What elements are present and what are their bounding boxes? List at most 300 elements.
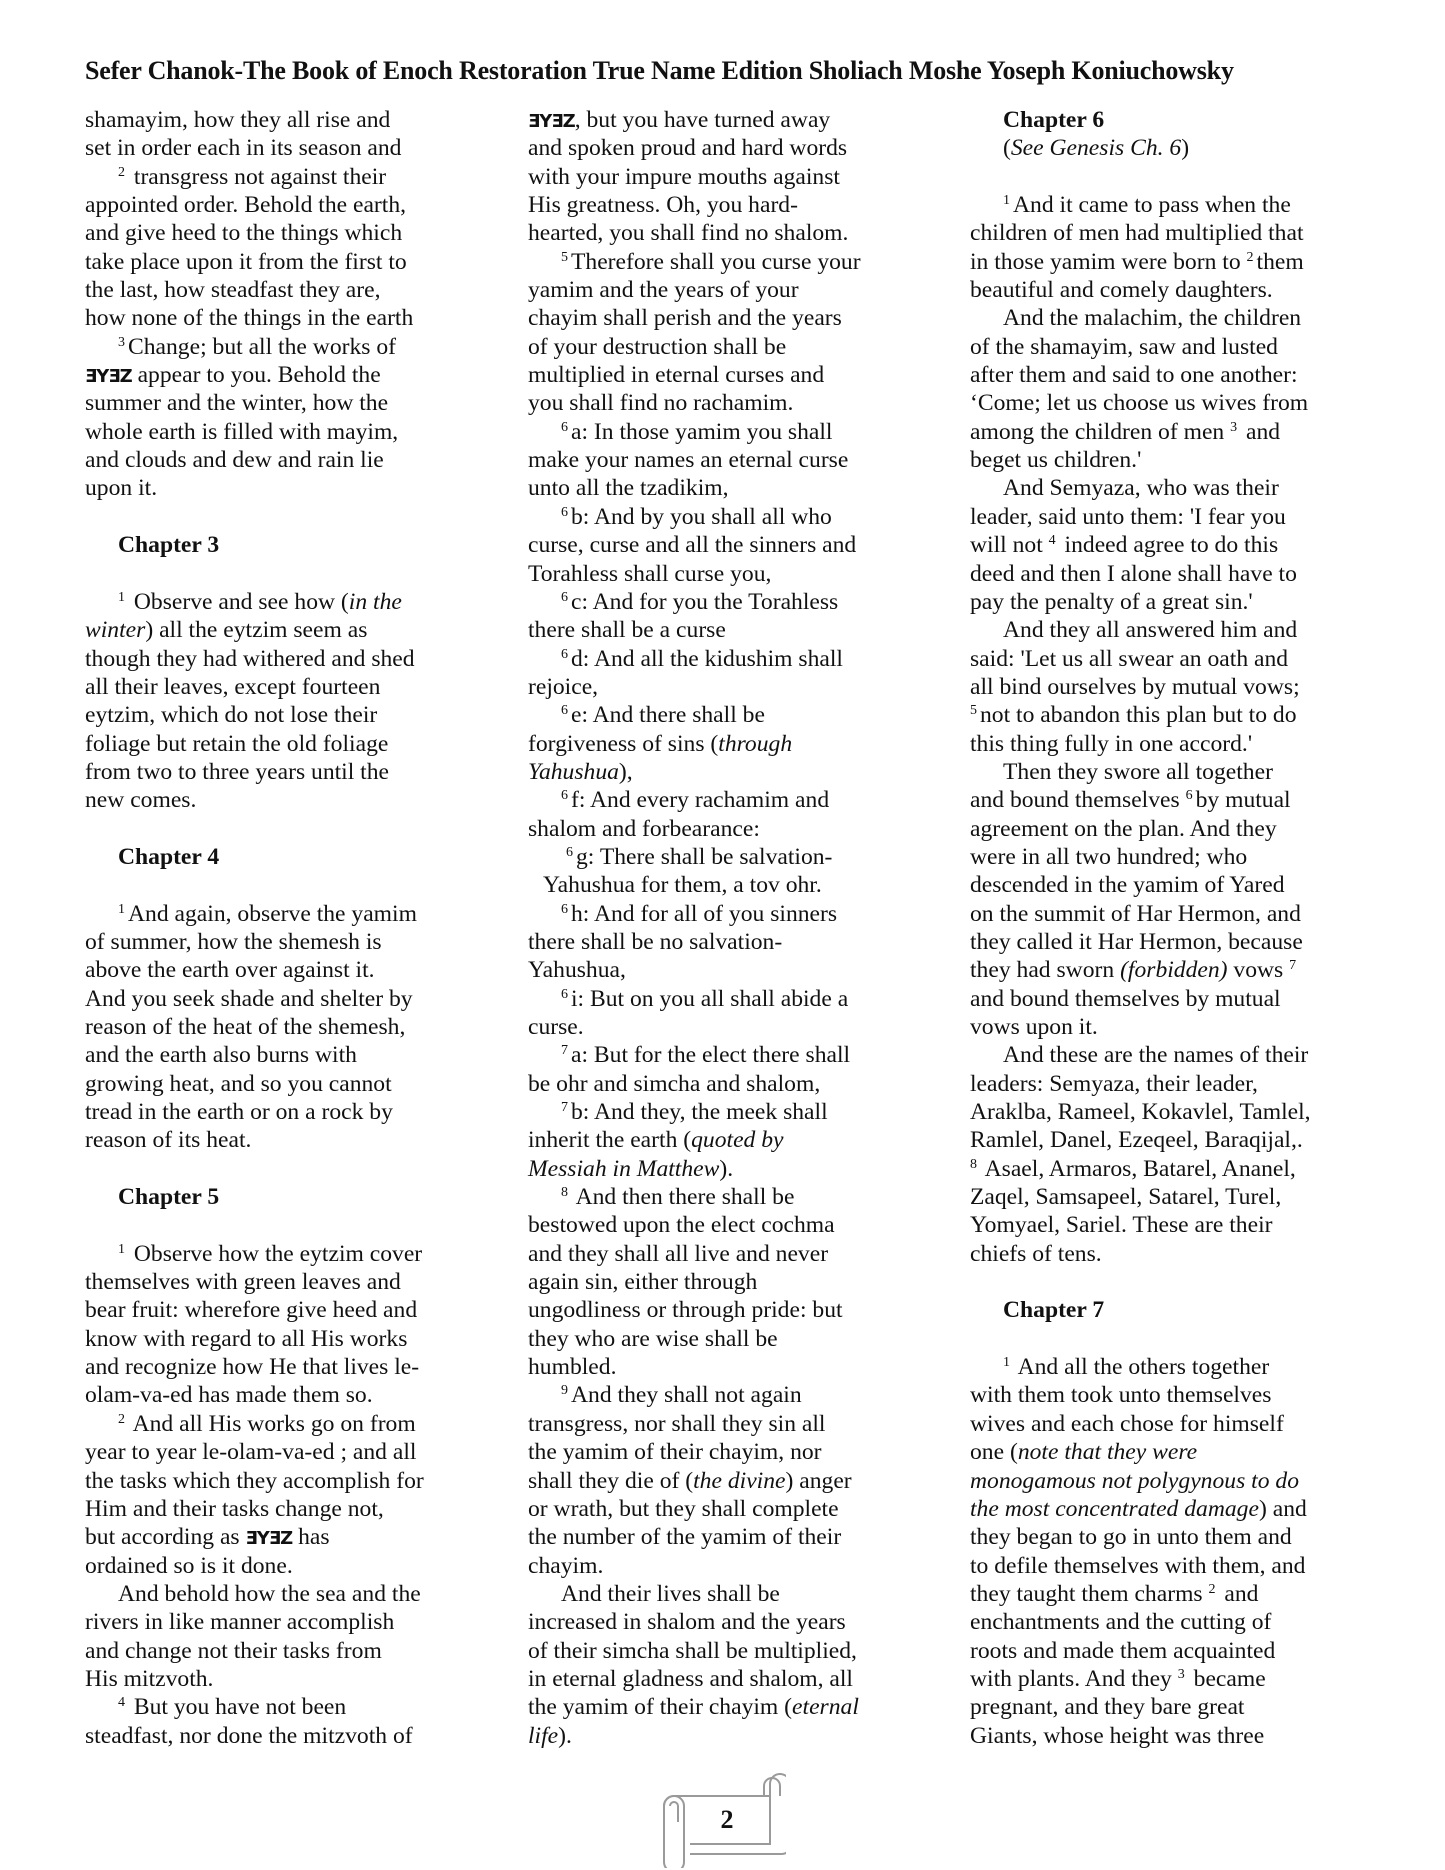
text-line	[528, 1410, 928, 1438]
text: them	[1256, 248, 1304, 275]
text-line	[528, 985, 928, 1013]
text-line	[528, 503, 928, 531]
text-line	[528, 474, 928, 502]
text: became	[1187, 1665, 1266, 1692]
text: all bind ourselves by mutual vows;	[970, 673, 1300, 700]
text-line	[528, 900, 928, 928]
text-line	[528, 730, 928, 758]
blank-line	[970, 1268, 1370, 1296]
italic-text: eternal	[792, 1694, 859, 1721]
text-line	[528, 163, 928, 191]
paleo-hebrew-name: ƎYƎZ	[85, 366, 132, 388]
text-line	[528, 1098, 928, 1126]
verse-number: 3	[1177, 1666, 1185, 1682]
italic-text: the divine	[693, 1467, 786, 1494]
text: rivers in like manner accomplish	[85, 1609, 395, 1636]
text: curse.	[528, 1014, 584, 1040]
text-line	[528, 1665, 928, 1693]
text-line	[85, 1438, 485, 1466]
text-line	[970, 900, 1370, 928]
text-line	[970, 248, 1370, 276]
verse-number: 2	[118, 164, 125, 180]
text: reason of the heat of the shemesh,	[85, 1014, 406, 1040]
text: e: And there shall be	[571, 702, 765, 729]
text-line	[528, 1353, 928, 1381]
text: the yamim of their chayim, nor	[528, 1439, 822, 1466]
text-line	[970, 1608, 1370, 1636]
text: shalom and forbearance:	[528, 815, 760, 842]
text: and bound themselves	[970, 787, 1186, 814]
text-line	[85, 248, 485, 276]
text: they taught them charms	[970, 1580, 1209, 1607]
text-line	[970, 1353, 1370, 1381]
text: beautiful and comely daughters.	[970, 277, 1273, 304]
text: the number of the yamim of their	[528, 1524, 842, 1551]
text-line	[85, 1070, 485, 1098]
blank-line	[85, 1211, 485, 1239]
text: bear fruit: wherefore give heed and	[85, 1297, 418, 1324]
text-line	[528, 106, 928, 134]
verse-number: 6	[561, 589, 568, 605]
text-line	[85, 1552, 485, 1580]
text: and change not their tasks from	[85, 1637, 382, 1664]
text: deed and then I alone shall have to	[970, 560, 1297, 587]
text: His mitzvoth.	[85, 1665, 214, 1692]
text-line	[528, 1495, 928, 1523]
text-line	[85, 956, 485, 984]
verse-number: 7	[561, 1043, 568, 1059]
text-line	[970, 1665, 1370, 1693]
text-line	[85, 1637, 485, 1665]
text-line	[85, 616, 485, 644]
text-line	[970, 134, 1370, 162]
text-line	[528, 560, 928, 588]
text: And their lives shall be	[561, 1580, 780, 1607]
verse-number: 1	[118, 1241, 125, 1257]
text-line	[970, 673, 1370, 701]
text-line	[528, 928, 928, 956]
text-line	[85, 134, 485, 162]
text-line	[85, 1268, 485, 1296]
text-line	[85, 1098, 485, 1126]
text-line	[970, 815, 1370, 843]
verse-number: 6	[561, 703, 568, 719]
text-line	[528, 1325, 928, 1353]
text: of the shamayim, saw and lusted	[970, 333, 1278, 360]
text: and	[1240, 418, 1281, 445]
text-line	[970, 1523, 1370, 1551]
text-line	[528, 389, 928, 417]
text-line	[85, 191, 485, 219]
italic-text: life	[528, 1722, 559, 1749]
text: agreement on the plan. And they	[970, 815, 1277, 842]
text-line	[85, 333, 485, 361]
text-line	[528, 701, 928, 729]
text: and bound themselves by mutual	[970, 985, 1281, 1012]
text-line	[970, 304, 1370, 332]
verse-number: 7	[1289, 958, 1297, 974]
text-line	[528, 1070, 928, 1098]
text: make your names an eternal curse	[528, 447, 849, 474]
blank-line	[85, 1155, 485, 1183]
text: olam-va-ed has made them so.	[85, 1382, 373, 1409]
text: bestowed upon the elect cochma	[528, 1212, 835, 1239]
text-line	[528, 1523, 928, 1551]
text: chayim shall perish and the years	[528, 305, 842, 332]
text: (	[1003, 135, 1011, 162]
text: upon it.	[85, 475, 158, 502]
text: of your destruction shall be	[528, 333, 787, 360]
verse-number: 6	[566, 844, 573, 860]
text-line	[85, 1126, 485, 1154]
text: but according as	[85, 1524, 246, 1551]
verse-number: 2	[118, 1411, 125, 1427]
text-line	[85, 928, 485, 956]
text-line	[85, 1665, 485, 1693]
text-line	[85, 900, 485, 928]
text-line	[85, 163, 485, 191]
text-line	[528, 418, 928, 446]
text-line	[970, 1495, 1370, 1523]
text-line	[970, 1155, 1370, 1183]
text-line	[970, 1552, 1370, 1580]
text-line	[528, 361, 928, 389]
chapter-heading: Chapter 6	[1003, 107, 1105, 133]
text: h: And for all of you sinners	[571, 900, 838, 927]
text-line	[970, 928, 1370, 956]
text: in eternal gladness and shalom, all	[528, 1665, 853, 1692]
blank-line	[85, 560, 485, 588]
chapter-heading: Chapter 3	[118, 532, 220, 559]
text: unto all the tzadikim,	[528, 475, 729, 502]
text: will not	[970, 532, 1049, 559]
blank-line	[970, 163, 1370, 191]
text-line	[970, 446, 1370, 474]
text-line	[970, 560, 1370, 588]
text: ).	[558, 1722, 572, 1749]
text: And behold how the sea and the	[118, 1580, 421, 1607]
text: how none of the things in the earth	[85, 305, 414, 332]
text: one (	[970, 1439, 1018, 1466]
text: Araklba, Rameel, Kokavlel, Tamlel,	[970, 1099, 1311, 1126]
text-line	[970, 361, 1370, 389]
italic-text: the most concentrated damage	[970, 1495, 1259, 1522]
text-line	[970, 1580, 1370, 1608]
text: Him and their tasks change not,	[85, 1495, 384, 1522]
text: said: 'Let us all swear an oath and	[970, 645, 1289, 672]
text: And Semyaza, who was their	[1003, 475, 1279, 502]
text: this thing fully in one accord.'	[970, 730, 1253, 757]
text-line	[528, 645, 928, 673]
blank-line	[85, 871, 485, 899]
text: again sin, either through	[528, 1269, 758, 1296]
text: And they all answered him and	[1003, 617, 1298, 644]
verse-number: 2	[1246, 249, 1254, 265]
verse-number: 6	[561, 986, 568, 1002]
text: of summer, how the shemesh is	[85, 928, 382, 955]
text-line	[528, 1126, 928, 1154]
text-line	[528, 134, 928, 162]
text: yamim and the years of your	[528, 277, 799, 304]
verse-number: 3	[1230, 419, 1238, 435]
text-line	[970, 106, 1370, 134]
text: humbled.	[528, 1354, 617, 1381]
italic-text: in the	[348, 588, 402, 615]
text-line	[85, 276, 485, 304]
text: they called it Har Hermon, because	[970, 928, 1303, 955]
text-line	[970, 730, 1370, 758]
text-line	[85, 588, 485, 616]
text: vows upon it.	[970, 1014, 1098, 1040]
text-line	[528, 446, 928, 474]
text: above the earth over against it.	[85, 957, 375, 984]
verse-number: 9	[561, 1383, 568, 1399]
text-line	[970, 1296, 1370, 1324]
text: ‘Come; let us choose us wives from	[970, 390, 1309, 417]
text-line	[528, 1608, 928, 1636]
text: Observe how the eytzim cover	[128, 1240, 423, 1267]
text-line	[970, 871, 1370, 899]
text-line	[528, 758, 928, 786]
text: Asael, Armaros, Batarel, Ananel,	[980, 1155, 1296, 1182]
text: take place upon it from the first to	[85, 248, 407, 275]
text: or wrath, but they shall complete	[528, 1495, 839, 1522]
text-line	[85, 1041, 485, 1069]
text: ) all the eytzim seem as	[145, 617, 368, 644]
text: the tasks which they accomplish for	[85, 1467, 424, 1494]
text-line	[85, 1240, 485, 1268]
text-line	[85, 730, 485, 758]
text-line	[85, 1353, 485, 1381]
text-line	[528, 1693, 928, 1721]
text-line	[970, 1013, 1370, 1041]
text-line	[528, 1580, 928, 1608]
blank-line	[85, 503, 485, 531]
text: And then there shall be	[571, 1184, 795, 1211]
text: in those yamim were born to	[970, 248, 1247, 275]
text-line	[970, 474, 1370, 502]
chapter-heading: Chapter 4	[118, 843, 220, 870]
text: tread in the earth or on a rock by	[85, 1099, 393, 1126]
text-line	[970, 276, 1370, 304]
text: eytzim, which do not lose their	[85, 702, 378, 729]
text: ).	[719, 1155, 734, 1182]
text-line	[85, 1523, 485, 1551]
text: of their simcha shall be multiplied,	[528, 1637, 857, 1664]
verse-number: 4	[1048, 533, 1056, 549]
italic-text: Yahushua	[528, 758, 619, 785]
verse-number: 4	[118, 1695, 125, 1711]
text: Yahushua,	[528, 957, 626, 984]
italic-text: (forbidden)	[1120, 957, 1228, 984]
text: Therefore shall you curse your	[571, 248, 861, 275]
page-number: 2	[720, 1805, 734, 1834]
text-line	[528, 616, 928, 644]
text: set in order each in its season and	[85, 135, 402, 162]
text: d: And all the kidushim shall	[571, 645, 843, 672]
text-line	[970, 503, 1370, 531]
text: b: And by you shall all who	[571, 503, 832, 530]
text: and give heed to the things which	[85, 220, 403, 247]
text: transgress not against their	[128, 163, 387, 190]
text-line	[528, 333, 928, 361]
text-line	[970, 786, 1370, 814]
italic-text: quoted by	[691, 1127, 784, 1154]
text-line	[528, 531, 928, 559]
text-line	[528, 843, 928, 871]
text-line	[528, 1722, 928, 1750]
italic-text: See Genesis Ch. 6	[1010, 135, 1182, 162]
text-line	[85, 673, 485, 701]
text: growing heat, and so you cannot	[85, 1070, 392, 1097]
text: descended in the yamim of Yared	[970, 872, 1285, 899]
text-line	[85, 1325, 485, 1353]
text-line	[970, 389, 1370, 417]
text-line	[528, 1211, 928, 1239]
text: the last, how steadfast they are,	[85, 277, 381, 304]
text: And you seek shade and shelter by	[85, 985, 413, 1012]
verse-number: 6	[1185, 788, 1193, 804]
text: reason of its heat.	[85, 1127, 252, 1154]
text-line	[970, 1467, 1370, 1495]
text-line	[970, 1041, 1370, 1069]
text: foliage but retain the old foliage	[85, 730, 389, 757]
text: they began to go in unto them and	[970, 1524, 1292, 1551]
text-line	[528, 1240, 928, 1268]
text: themselves with green leaves and	[85, 1269, 401, 1296]
text-line	[85, 1580, 485, 1608]
text-line	[970, 1381, 1370, 1409]
text-line	[85, 701, 485, 729]
text-line	[528, 815, 928, 843]
text: )	[1181, 135, 1190, 162]
text-line	[85, 758, 485, 786]
text-line	[970, 1126, 1370, 1154]
verse-number: 1	[118, 589, 125, 605]
text: Torahless shall curse you,	[528, 560, 772, 587]
text: with plants. And they	[970, 1665, 1178, 1692]
text-line	[528, 1438, 928, 1466]
text: by mutual	[1195, 787, 1291, 814]
text-line	[528, 1637, 928, 1665]
text-line	[528, 248, 928, 276]
blank-line	[85, 815, 485, 843]
text: and clouds and dew and rain lie	[85, 447, 384, 474]
text: curse, curse and all the sinners and	[528, 532, 857, 559]
text-line	[85, 474, 485, 502]
text: from two to three years until the	[85, 758, 390, 785]
text: has	[292, 1524, 330, 1551]
text: a: But for the elect there shall	[571, 1042, 851, 1069]
text: and recognize how He that lives le-	[85, 1354, 420, 1381]
text-line	[85, 1722, 485, 1750]
text: enchantments and the cutting of	[970, 1609, 1272, 1636]
italic-text: through	[718, 730, 793, 757]
text-line	[85, 389, 485, 417]
text: a: In those yamim you shall	[571, 418, 833, 445]
text: indeed agree to do this	[1058, 532, 1279, 559]
text: transgress, nor shall they sin all	[528, 1410, 826, 1437]
text-line	[528, 276, 928, 304]
text: on the summit of Har Hermon, and	[970, 900, 1301, 927]
verse-number: 8	[561, 1185, 568, 1201]
text-line	[970, 1410, 1370, 1438]
verse-number: 8	[970, 1156, 977, 1172]
text-line	[970, 1438, 1370, 1466]
text: ordained so is it done.	[85, 1552, 293, 1579]
text: And all His works go on from	[128, 1410, 416, 1437]
verse-number: 5	[970, 703, 977, 719]
text-line	[970, 616, 1370, 644]
text: beget us children.'	[970, 447, 1142, 474]
text-line	[970, 843, 1370, 871]
text: children of men had multiplied that	[970, 220, 1304, 247]
text: f: And every rachamim and	[571, 787, 830, 814]
text: they had sworn	[970, 957, 1121, 984]
text-line	[970, 1637, 1370, 1665]
text: rejoice,	[528, 673, 599, 700]
text: and the earth also burns with	[85, 1042, 357, 1069]
text: know with regard to all His works	[85, 1325, 408, 1352]
running-header: Sefer Chanok-The Book of Enoch Restoration True Name Edition Sholiach Moshe Yoseph Koniuchowsky	[85, 56, 1234, 85]
text-line	[528, 673, 928, 701]
text: Yahushua for them, a tov ohr.	[543, 872, 822, 899]
text: And it came to pass when the	[1013, 192, 1291, 219]
text-line	[970, 1098, 1370, 1126]
text-line	[970, 1183, 1370, 1211]
text: ),	[618, 758, 633, 785]
text-line	[528, 1467, 928, 1495]
text-line	[528, 1183, 928, 1211]
text-line	[85, 304, 485, 332]
text: the yamim of their chayim (	[528, 1694, 793, 1721]
text-line	[970, 701, 1370, 729]
text-line	[970, 588, 1370, 616]
text-line	[85, 1381, 485, 1409]
text-line	[85, 1183, 485, 1211]
text: multiplied in eternal curses and	[528, 362, 825, 389]
text: after them and said to one another:	[970, 362, 1298, 389]
text: roots and made them acquainted	[970, 1637, 1276, 1664]
text: pay the penalty of a great sin.'	[970, 588, 1253, 615]
text-line	[970, 1722, 1370, 1750]
text: increased in shalom and the years	[528, 1609, 846, 1636]
text-line	[970, 985, 1370, 1013]
verse-number: 6	[561, 419, 568, 435]
text-line	[528, 1041, 928, 1069]
verse-number: 1	[1003, 193, 1010, 209]
text-line	[528, 871, 928, 899]
text-line	[85, 843, 485, 871]
text-line	[970, 956, 1370, 984]
text: , but you have turned away	[574, 107, 831, 133]
text: inherit the earth (	[528, 1127, 692, 1154]
text: they who are wise shall be	[528, 1325, 778, 1352]
text: Zaqel, Samsapeel, Satarel, Turel,	[970, 1184, 1282, 1211]
text-line	[528, 304, 928, 332]
text-line	[528, 191, 928, 219]
text-line	[970, 219, 1370, 247]
text: g: There shall be salvation-	[576, 843, 833, 870]
text-line	[85, 418, 485, 446]
text: shall they die of (	[528, 1467, 694, 1494]
text: And they shall not again	[571, 1382, 802, 1409]
text: shamayim, how they all rise and	[85, 107, 391, 133]
text-line	[528, 1552, 928, 1580]
text: His greatness. Oh, you hard-	[528, 192, 798, 219]
italic-text: Messiah in Matthew	[528, 1155, 720, 1182]
italic-text: winter	[85, 617, 146, 644]
